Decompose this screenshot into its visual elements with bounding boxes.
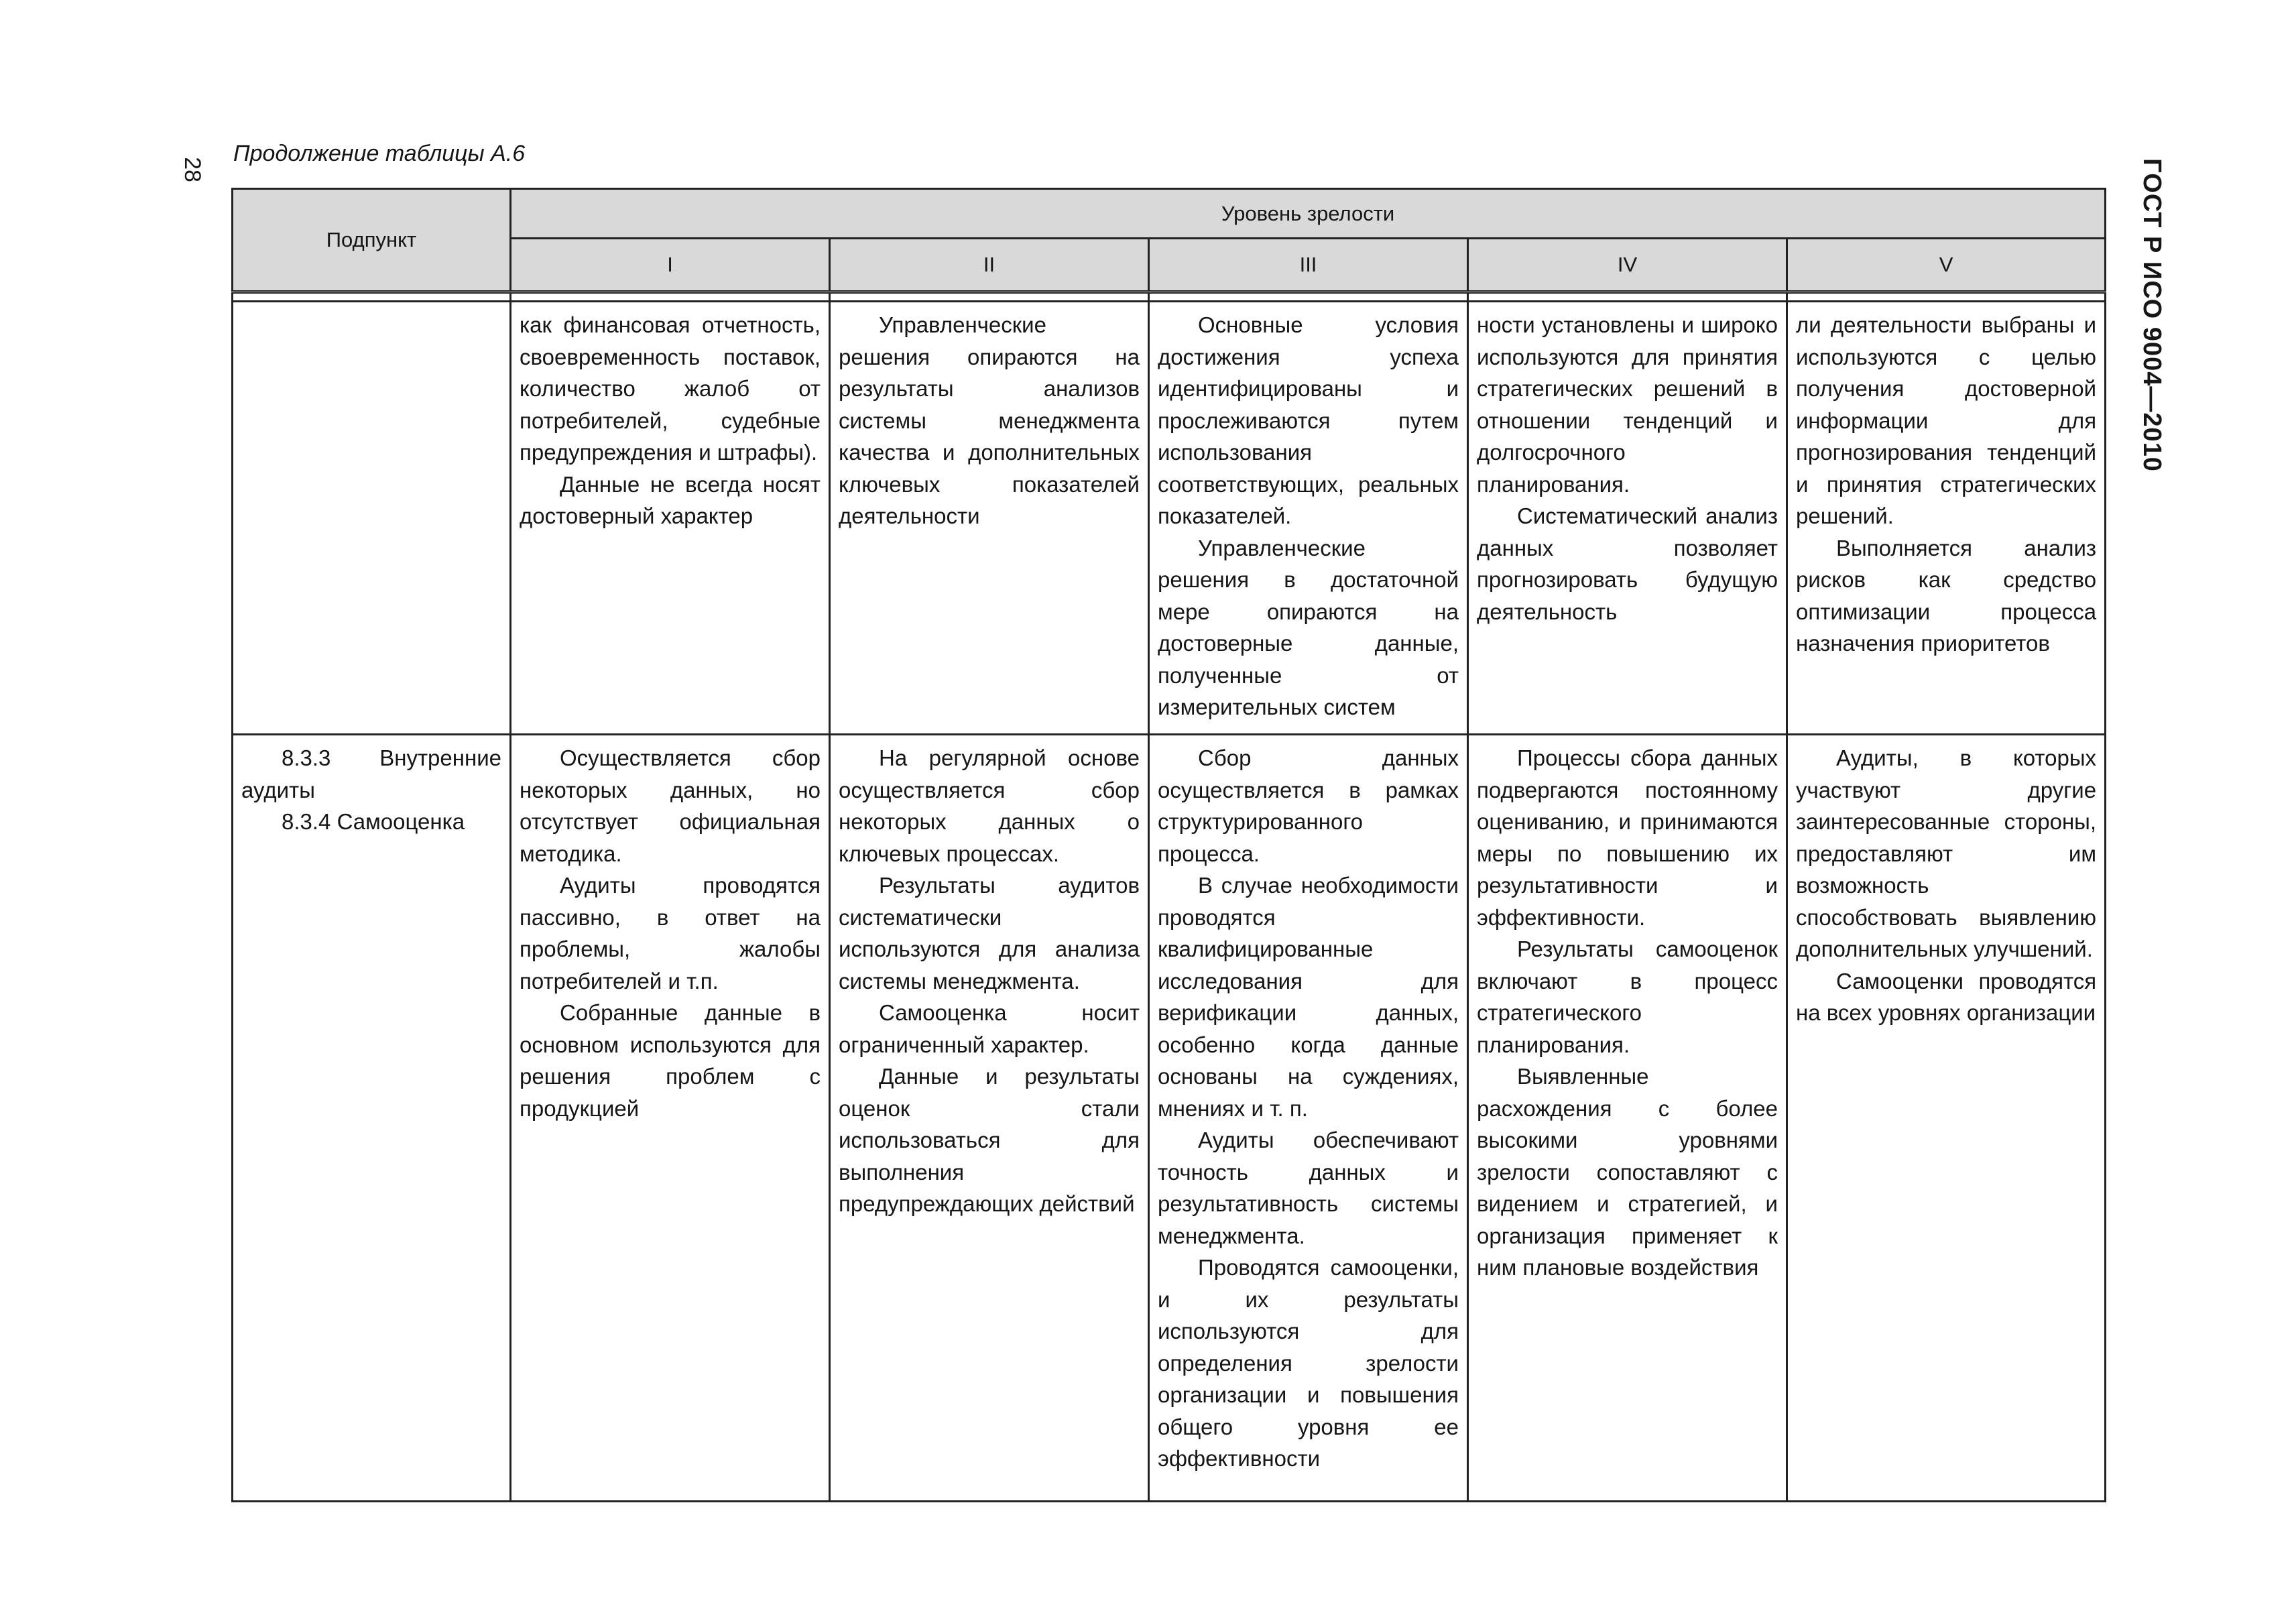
table-row: [233, 302, 2106, 735]
cell-paragraph: В случае необходимости проводятся квалифицированные исследования для верификации данных, особенно когда данные основаны на суждениях, мнениях и т. п.: [1158, 873, 1459, 1121]
cell-paragraph: Результаты самооценок включают в процесс стратегического планирования.: [1477, 937, 1778, 1057]
cell-paragraph: Результаты аудитов систематически используются для анализа системы менеджмента.: [839, 873, 1140, 994]
cell-paragraph: Проводятся самооценки, и их результаты используются для определения зрелости организации и повышения общего уровня ее эффективности: [1158, 1255, 1459, 1471]
separator-cell: [233, 292, 511, 302]
header-row-2: [233, 239, 2106, 292]
subclause-cell: [233, 302, 511, 735]
cell-paragraph: Управленческие решения опираются на результаты анализов системы менеджмента качества и дополнительных ключевых показателей деятельности: [839, 312, 1140, 528]
level-1-cell: [511, 302, 830, 735]
cell-paragraph: Аудиты обеспечивают точность данных и результативность системы менеджмента.: [1158, 1128, 1459, 1248]
cell-paragraph: Сбор данных осуществляется в рамках структурированного процесса.: [1158, 745, 1459, 866]
separator-cell: [1468, 292, 1787, 302]
level-5-cell: [1787, 302, 2106, 735]
separator-cell: [1149, 292, 1468, 302]
cell-paragraph: Самооценки проводятся на всех уровнях организации: [1796, 968, 2097, 1025]
cell-paragraph: Выявленные расхождения с более высокими уровнями зрелости сопоставляют с видением и стратегией, и организация применяет к ним плановые воздействия: [1477, 1064, 1778, 1280]
standard-code: ГОСТ Р ИСО 9004—2010: [2138, 158, 2166, 472]
header-separator-row: [233, 292, 2106, 302]
cell-paragraph: Основные условия достижения успеха идентифицированы и прослеживаются путем использования соответствующих, реальных показателей.: [1158, 312, 1459, 528]
header-row-1: [233, 189, 2106, 239]
level-1-cell: [511, 735, 830, 1502]
level-header-1: I: [511, 239, 830, 292]
subclause-header: Подпункт: [233, 189, 511, 292]
cell-paragraph: как финансовая отчетность, своевременность поставок, количество жалоб от потребителей, судебные предупреждения и штрафы).: [520, 312, 821, 465]
level-header-4: IV: [1468, 239, 1787, 292]
cell-paragraph: Процессы сбора данных подвергаются постоянному оцениванию, и принимаются меры по повышению их результативности и эффективности.: [1477, 745, 1778, 930]
cell-paragraph: Систематический анализ данных позволяет прогнозировать будущую деятельность: [1477, 503, 1778, 624]
level-2-cell: [830, 735, 1149, 1502]
cell-paragraph: Собранные данные в основном используются для решения проблем с продукцией: [520, 1000, 821, 1121]
cell-paragraph: Данные не всегда носят достоверный характер: [520, 471, 821, 528]
cell-paragraph: ли деятельности выбраны и используются с целью получения достоверной информации для прогнозирования тенденций и принятия стратегических решений.: [1796, 312, 2097, 528]
level-header-2: II: [830, 239, 1149, 292]
table-row: [233, 735, 2106, 1502]
subclause-cell: [233, 735, 511, 1502]
level-3-cell: [1149, 302, 1468, 735]
page-number: 28: [179, 157, 205, 182]
level-2-cell: [830, 302, 1149, 735]
cell-paragraph: ности установлены и широко используются для принятия стратегических решений в отношении тенденций и долгосрочного планирования.: [1477, 312, 1778, 497]
level-header-5: V: [1787, 239, 2106, 292]
cell-paragraph: 8.3.3 Внутренние аудиты: [241, 745, 501, 802]
separator-cell: [830, 292, 1149, 302]
cell-paragraph: На регулярной основе осуществляется сбор некоторых данных о ключевых процессах.: [839, 745, 1140, 866]
cell-paragraph: Выполняется анализ рисков как средство оптимизации процесса назначения приоритетов: [1796, 535, 2097, 656]
level-header-3: III: [1149, 239, 1468, 292]
cell-paragraph: Управленческие решения в достаточной мере опираются на достоверные данные, полученные от измерительных систем: [1158, 535, 1459, 719]
level-3-cell: [1149, 735, 1468, 1502]
level-4-cell: [1468, 302, 1787, 735]
cell-paragraph: Осуществляется сбор некоторых данных, но отсутствует официальная методика.: [520, 745, 821, 866]
cell-paragraph: Самооценка носит ограниченный характер.: [839, 1000, 1140, 1057]
maturity-level-header: Уровень зрелости: [511, 189, 2106, 239]
cell-paragraph: Аудиты, в которых участвуют другие заинтересованные стороны, предоставляют им возможность способствовать выявлению дополнительных улучшений.: [1796, 745, 2097, 961]
level-4-cell: [1468, 735, 1787, 1502]
cell-paragraph: Данные и результаты оценок стали использоваться для выполнения предупреждающих действий: [839, 1064, 1140, 1216]
cell-paragraph: 8.3.4 Самооценка: [282, 809, 465, 834]
table-continuation-label: Продолжение таблицы А.6: [233, 141, 526, 166]
level-5-cell: [1787, 735, 2106, 1502]
separator-cell: [511, 292, 830, 302]
separator-cell: [1787, 292, 2106, 302]
maturity-level-table: [231, 188, 2106, 1502]
cell-paragraph: Аудиты проводятся пассивно, в ответ на проблемы, жалобы потребителей и т.п.: [520, 873, 821, 994]
